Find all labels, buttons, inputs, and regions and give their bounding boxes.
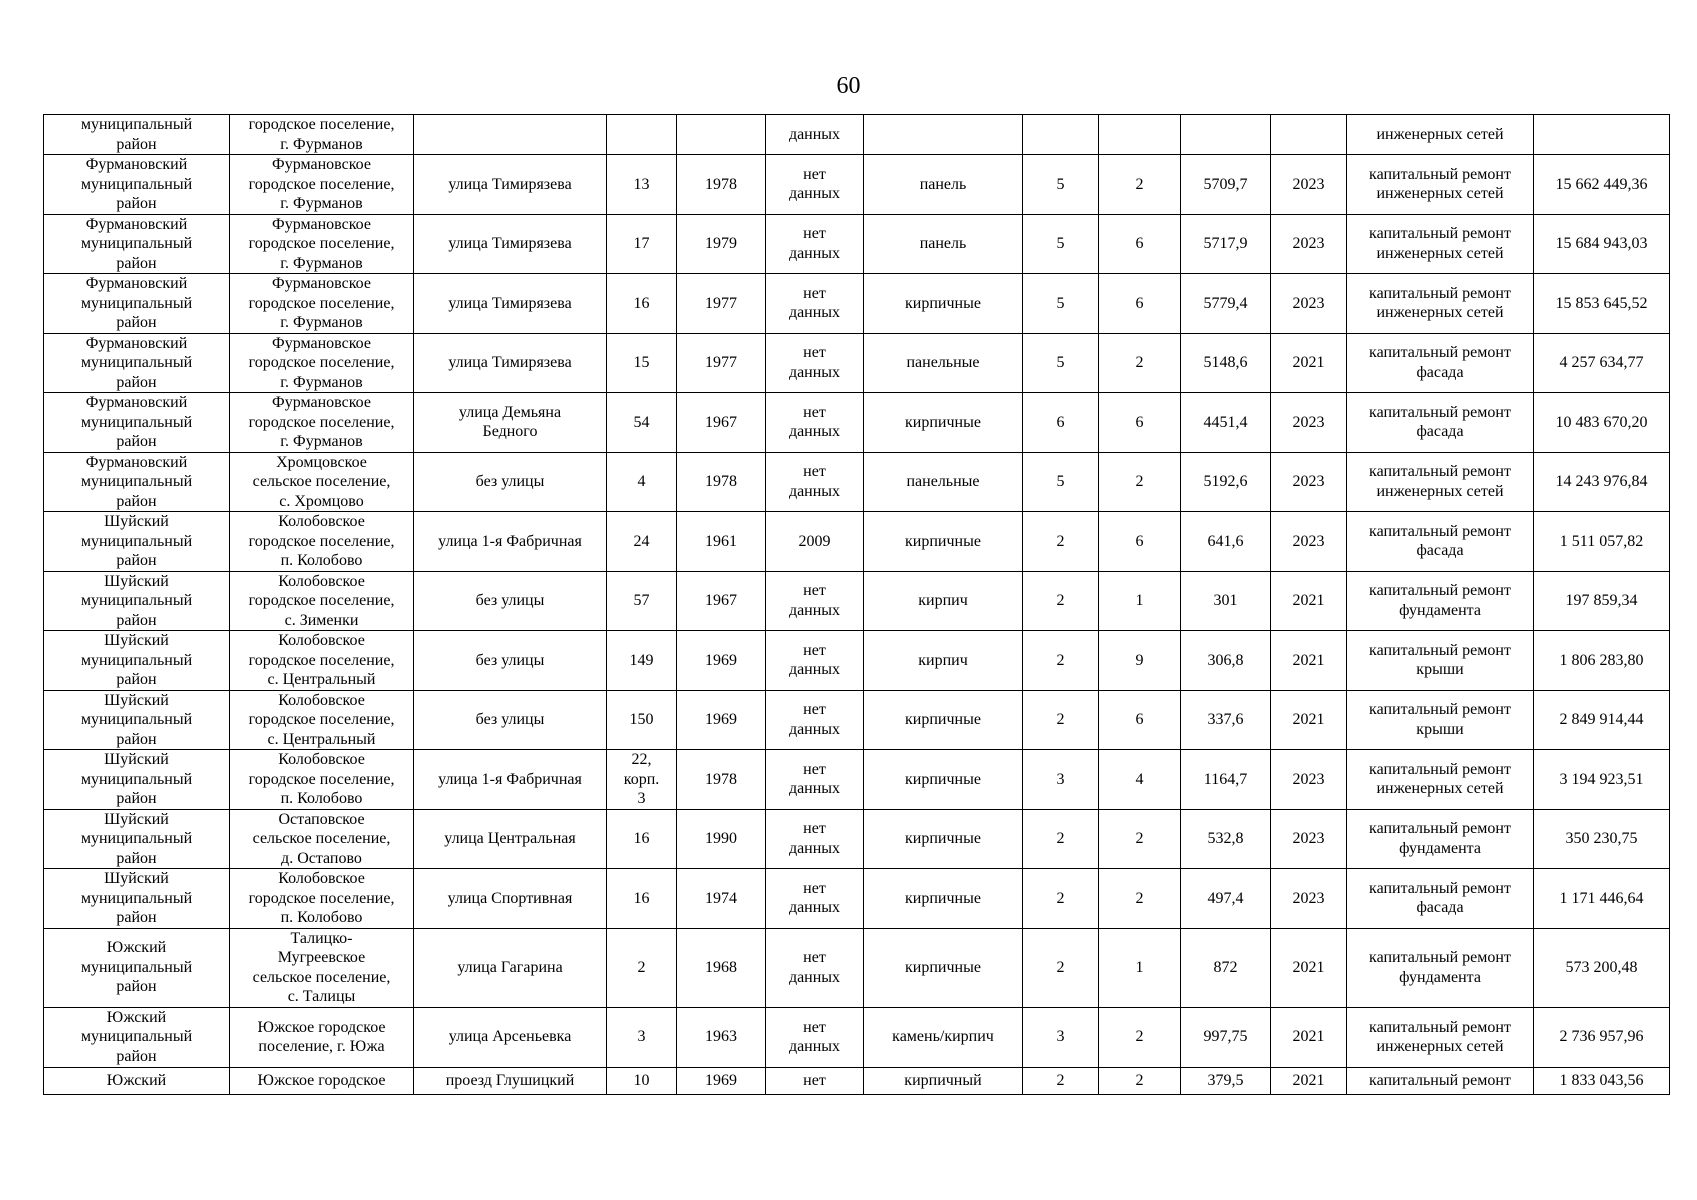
table-row — [44, 274, 1670, 334]
table-row — [44, 512, 1670, 572]
district-cell: Фурмановский муниципальный район — [44, 214, 230, 274]
floors-cell: 5 — [1023, 214, 1099, 274]
settlement-cell: Фурмановское городское поселение, г. Фурманов — [230, 333, 414, 393]
wall-material-cell: панель — [864, 214, 1023, 274]
year-repaired-cell: нет данных — [766, 631, 864, 691]
street-cell: улица Тимирязева — [414, 155, 607, 215]
wall-material-cell: кирпичные — [864, 274, 1023, 334]
floors-cell: 5 — [1023, 452, 1099, 512]
street-cell: проезд Глушицкий — [414, 1067, 607, 1094]
work-type-cell: капитальный ремонт инженерных сетей — [1347, 155, 1534, 215]
year-repaired-cell: нет данных — [766, 809, 864, 869]
house-number-cell: 22, корп. 3 — [607, 750, 677, 810]
work-type-cell: капитальный ремонт — [1347, 1067, 1534, 1094]
planned-year-cell: 2023 — [1271, 809, 1347, 869]
year-built-cell: 1963 — [677, 1007, 766, 1067]
cost-cell: 573 200,48 — [1534, 928, 1670, 1007]
table-row — [44, 214, 1670, 274]
wall-material-cell: кирпичные — [864, 750, 1023, 810]
entrances-cell: 6 — [1099, 512, 1181, 572]
wall-material-cell: кирпич — [864, 631, 1023, 691]
floors-cell: 5 — [1023, 274, 1099, 334]
area-cell: 872 — [1181, 928, 1271, 1007]
cost-cell: 197 859,34 — [1534, 571, 1670, 631]
cost-cell: 15 684 943,03 — [1534, 214, 1670, 274]
settlement-cell: Колобовское городское поселение, с. Центральный — [230, 690, 414, 750]
planned-year-cell: 2021 — [1271, 1007, 1347, 1067]
street-cell: без улицы — [414, 690, 607, 750]
settlement-cell: Хромцовское сельское поселение, с. Хромцово — [230, 452, 414, 512]
work-type-cell: капитальный ремонт фасада — [1347, 333, 1534, 393]
work-type-cell: капитальный ремонт фундамента — [1347, 928, 1534, 1007]
wall-material-cell: кирпичные — [864, 512, 1023, 572]
year-built-cell: 1967 — [677, 393, 766, 453]
year-built-cell: 1978 — [677, 155, 766, 215]
entrances-cell: 2 — [1099, 1007, 1181, 1067]
table-row — [44, 115, 1670, 155]
table-row — [44, 869, 1670, 929]
house-number-cell: 57 — [607, 571, 677, 631]
district-cell: Фурмановский муниципальный район — [44, 333, 230, 393]
area-cell: 5192,6 — [1181, 452, 1271, 512]
district-cell: Южский муниципальный район — [44, 928, 230, 1007]
floors-cell: 2 — [1023, 809, 1099, 869]
work-type-cell: капитальный ремонт фасада — [1347, 393, 1534, 453]
work-type-cell: капитальный ремонт фундамента — [1347, 571, 1534, 631]
floors-cell: 3 — [1023, 1007, 1099, 1067]
settlement-cell: Фурмановское городское поселение, г. Фурманов — [230, 155, 414, 215]
wall-material-cell: кирпичные — [864, 869, 1023, 929]
entrances-cell: 1 — [1099, 571, 1181, 631]
table-row — [44, 393, 1670, 453]
house-number-cell: 150 — [607, 690, 677, 750]
entrances-cell: 2 — [1099, 155, 1181, 215]
year-repaired-cell: нет данных — [766, 155, 864, 215]
area-cell: 532,8 — [1181, 809, 1271, 869]
cost-cell: 15 662 449,36 — [1534, 155, 1670, 215]
cost-cell: 1 806 283,80 — [1534, 631, 1670, 691]
cost-cell: 350 230,75 — [1534, 809, 1670, 869]
work-type-cell: капитальный ремонт крыши — [1347, 631, 1534, 691]
year-repaired-cell: нет данных — [766, 571, 864, 631]
area-cell: 5779,4 — [1181, 274, 1271, 334]
house-number-cell — [607, 115, 677, 155]
work-type-cell: капитальный ремонт фундамента — [1347, 809, 1534, 869]
floors-cell: 6 — [1023, 393, 1099, 453]
settlement-cell: Остаповское сельское поселение, д. Остапово — [230, 809, 414, 869]
floors-cell: 2 — [1023, 928, 1099, 1007]
year-built-cell: 1968 — [677, 928, 766, 1007]
work-type-cell: капитальный ремонт фасада — [1347, 512, 1534, 572]
street-cell: улица Спортивная — [414, 869, 607, 929]
planned-year-cell: 2023 — [1271, 869, 1347, 929]
table-row — [44, 1007, 1670, 1067]
floors-cell: 2 — [1023, 869, 1099, 929]
planned-year-cell: 2021 — [1271, 571, 1347, 631]
table-row — [44, 452, 1670, 512]
district-cell: Южский — [44, 1067, 230, 1094]
year-built-cell: 1978 — [677, 452, 766, 512]
planned-year-cell: 2021 — [1271, 690, 1347, 750]
house-number-cell: 16 — [607, 274, 677, 334]
area-cell: 337,6 — [1181, 690, 1271, 750]
planned-year-cell: 2023 — [1271, 512, 1347, 572]
house-number-cell: 10 — [607, 1067, 677, 1094]
street-cell: улица Гагарина — [414, 928, 607, 1007]
work-type-cell: капитальный ремонт инженерных сетей — [1347, 1007, 1534, 1067]
table-row — [44, 1067, 1670, 1094]
area-cell: 641,6 — [1181, 512, 1271, 572]
entrances-cell: 6 — [1099, 690, 1181, 750]
settlement-cell: Колобовское городское поселение, п. Колобово — [230, 512, 414, 572]
cost-cell — [1534, 115, 1670, 155]
year-repaired-cell: данных — [766, 115, 864, 155]
table-row — [44, 690, 1670, 750]
area-cell: 4451,4 — [1181, 393, 1271, 453]
wall-material-cell: кирпичные — [864, 809, 1023, 869]
work-type-cell: капитальный ремонт инженерных сетей — [1347, 214, 1534, 274]
wall-material-cell: панельные — [864, 452, 1023, 512]
table-row — [44, 928, 1670, 1007]
area-cell: 5717,9 — [1181, 214, 1271, 274]
settlement-cell: Колобовское городское поселение, п. Колобово — [230, 750, 414, 810]
area-cell — [1181, 115, 1271, 155]
entrances-cell — [1099, 115, 1181, 155]
district-cell: Фурмановский муниципальный район — [44, 393, 230, 453]
year-built-cell: 1974 — [677, 869, 766, 929]
cost-cell: 2 736 957,96 — [1534, 1007, 1670, 1067]
street-cell: улица Тимирязева — [414, 214, 607, 274]
year-built-cell: 1969 — [677, 690, 766, 750]
settlement-cell: Колобовское городское поселение, с. Зименки — [230, 571, 414, 631]
district-cell: Шуйский муниципальный район — [44, 690, 230, 750]
planned-year-cell: 2023 — [1271, 274, 1347, 334]
year-built-cell: 1961 — [677, 512, 766, 572]
area-cell: 5709,7 — [1181, 155, 1271, 215]
planned-year-cell: 2023 — [1271, 155, 1347, 215]
district-cell: Южский муниципальный район — [44, 1007, 230, 1067]
wall-material-cell: кирпич — [864, 571, 1023, 631]
year-built-cell: 1979 — [677, 214, 766, 274]
street-cell: улица Демьяна Бедного — [414, 393, 607, 453]
planned-year-cell: 2021 — [1271, 1067, 1347, 1094]
entrances-cell: 4 — [1099, 750, 1181, 810]
planned-year-cell: 2023 — [1271, 393, 1347, 453]
planned-year-cell: 2021 — [1271, 928, 1347, 1007]
planned-year-cell: 2021 — [1271, 333, 1347, 393]
year-repaired-cell: нет данных — [766, 690, 864, 750]
settlement-cell: Фурмановское городское поселение, г. Фурманов — [230, 393, 414, 453]
year-built-cell: 1977 — [677, 333, 766, 393]
table-row — [44, 750, 1670, 810]
year-repaired-cell: нет данных — [766, 393, 864, 453]
district-cell: муниципальный район — [44, 115, 230, 155]
wall-material-cell: кирпичный — [864, 1067, 1023, 1094]
floors-cell — [1023, 115, 1099, 155]
house-number-cell: 149 — [607, 631, 677, 691]
district-cell: Шуйский муниципальный район — [44, 809, 230, 869]
settlement-cell: Колобовское городское поселение, п. Колобово — [230, 869, 414, 929]
settlement-cell: Южское городское — [230, 1067, 414, 1094]
year-repaired-cell: нет данных — [766, 928, 864, 1007]
settlement-cell: Южское городское поселение, г. Южа — [230, 1007, 414, 1067]
wall-material-cell — [864, 115, 1023, 155]
work-type-cell: инженерных сетей — [1347, 115, 1534, 155]
work-type-cell: капитальный ремонт инженерных сетей — [1347, 274, 1534, 334]
district-cell: Шуйский муниципальный район — [44, 869, 230, 929]
street-cell: без улицы — [414, 571, 607, 631]
floors-cell: 2 — [1023, 690, 1099, 750]
table-row — [44, 809, 1670, 869]
work-type-cell: капитальный ремонт фасада — [1347, 869, 1534, 929]
table-row — [44, 155, 1670, 215]
house-number-cell: 3 — [607, 1007, 677, 1067]
area-cell: 1164,7 — [1181, 750, 1271, 810]
district-cell: Шуйский муниципальный район — [44, 750, 230, 810]
settlement-cell: городское поселение, г. Фурманов — [230, 115, 414, 155]
year-repaired-cell: нет данных — [766, 333, 864, 393]
year-built-cell — [677, 115, 766, 155]
street-cell: улица Тимирязева — [414, 333, 607, 393]
entrances-cell: 6 — [1099, 393, 1181, 453]
year-repaired-cell: нет данных — [766, 750, 864, 810]
cost-cell: 1 833 043,56 — [1534, 1067, 1670, 1094]
year-repaired-cell: нет данных — [766, 1007, 864, 1067]
page-number: 60 — [836, 73, 861, 99]
year-repaired-cell: нет данных — [766, 274, 864, 334]
cost-cell: 1 511 057,82 — [1534, 512, 1670, 572]
table-row — [44, 571, 1670, 631]
wall-material-cell: панельные — [864, 333, 1023, 393]
cost-cell: 15 853 645,52 — [1534, 274, 1670, 334]
house-number-cell: 15 — [607, 333, 677, 393]
table-row — [44, 631, 1670, 691]
street-cell: улица Центральная — [414, 809, 607, 869]
floors-cell: 2 — [1023, 1067, 1099, 1094]
work-type-cell: капитальный ремонт крыши — [1347, 690, 1534, 750]
entrances-cell: 2 — [1099, 1067, 1181, 1094]
wall-material-cell: кирпичные — [864, 690, 1023, 750]
street-cell: улица 1-я Фабричная — [414, 750, 607, 810]
floors-cell: 5 — [1023, 155, 1099, 215]
floors-cell: 2 — [1023, 631, 1099, 691]
settlement-cell: Талицко- Мугреевское сельское поселение, с. Талицы — [230, 928, 414, 1007]
street-cell: улица Арсеньевка — [414, 1007, 607, 1067]
settlement-cell: Фурмановское городское поселение, г. Фурманов — [230, 214, 414, 274]
district-cell: Шуйский муниципальный район — [44, 512, 230, 572]
floors-cell: 2 — [1023, 571, 1099, 631]
housing-registry-table — [43, 114, 1670, 1095]
table-row — [44, 333, 1670, 393]
year-repaired-cell: нет данных — [766, 452, 864, 512]
planned-year-cell: 2023 — [1271, 452, 1347, 512]
entrances-cell: 2 — [1099, 809, 1181, 869]
year-repaired-cell: нет — [766, 1067, 864, 1094]
house-number-cell: 2 — [607, 928, 677, 1007]
floors-cell: 5 — [1023, 333, 1099, 393]
wall-material-cell: камень/кирпич — [864, 1007, 1023, 1067]
area-cell: 497,4 — [1181, 869, 1271, 929]
cost-cell: 1 171 446,64 — [1534, 869, 1670, 929]
house-number-cell: 13 — [607, 155, 677, 215]
district-cell: Шуйский муниципальный район — [44, 571, 230, 631]
district-cell: Фурмановский муниципальный район — [44, 155, 230, 215]
settlement-cell: Фурмановское городское поселение, г. Фурманов — [230, 274, 414, 334]
floors-cell: 2 — [1023, 512, 1099, 572]
year-built-cell: 1967 — [677, 571, 766, 631]
street-cell — [414, 115, 607, 155]
entrances-cell: 2 — [1099, 869, 1181, 929]
cost-cell: 2 849 914,44 — [1534, 690, 1670, 750]
house-number-cell: 24 — [607, 512, 677, 572]
entrances-cell: 9 — [1099, 631, 1181, 691]
entrances-cell: 1 — [1099, 928, 1181, 1007]
wall-material-cell: панель — [864, 155, 1023, 215]
wall-material-cell: кирпичные — [864, 928, 1023, 1007]
planned-year-cell — [1271, 115, 1347, 155]
house-number-cell: 4 — [607, 452, 677, 512]
house-number-cell: 54 — [607, 393, 677, 453]
street-cell: улица Тимирязева — [414, 274, 607, 334]
year-repaired-cell: нет данных — [766, 214, 864, 274]
planned-year-cell: 2023 — [1271, 214, 1347, 274]
work-type-cell: капитальный ремонт инженерных сетей — [1347, 452, 1534, 512]
district-cell: Фурмановский муниципальный район — [44, 274, 230, 334]
table-body — [44, 115, 1670, 1095]
year-built-cell: 1969 — [677, 1067, 766, 1094]
house-number-cell: 16 — [607, 869, 677, 929]
house-number-cell: 17 — [607, 214, 677, 274]
area-cell: 5148,6 — [1181, 333, 1271, 393]
district-cell: Шуйский муниципальный район — [44, 631, 230, 691]
year-built-cell: 1977 — [677, 274, 766, 334]
year-repaired-cell: 2009 — [766, 512, 864, 572]
house-number-cell: 16 — [607, 809, 677, 869]
area-cell: 379,5 — [1181, 1067, 1271, 1094]
street-cell: улица 1-я Фабричная — [414, 512, 607, 572]
area-cell: 306,8 — [1181, 631, 1271, 691]
cost-cell: 3 194 923,51 — [1534, 750, 1670, 810]
planned-year-cell: 2021 — [1271, 631, 1347, 691]
district-cell: Фурмановский муниципальный район — [44, 452, 230, 512]
year-built-cell: 1990 — [677, 809, 766, 869]
area-cell: 301 — [1181, 571, 1271, 631]
work-type-cell: капитальный ремонт инженерных сетей — [1347, 750, 1534, 810]
year-repaired-cell: нет данных — [766, 869, 864, 929]
year-built-cell: 1978 — [677, 750, 766, 810]
cost-cell: 10 483 670,20 — [1534, 393, 1670, 453]
entrances-cell: 6 — [1099, 214, 1181, 274]
entrances-cell: 2 — [1099, 333, 1181, 393]
wall-material-cell: кирпичные — [864, 393, 1023, 453]
settlement-cell: Колобовское городское поселение, с. Центральный — [230, 631, 414, 691]
planned-year-cell: 2023 — [1271, 750, 1347, 810]
floors-cell: 3 — [1023, 750, 1099, 810]
street-cell: без улицы — [414, 631, 607, 691]
year-built-cell: 1969 — [677, 631, 766, 691]
cost-cell: 14 243 976,84 — [1534, 452, 1670, 512]
entrances-cell: 6 — [1099, 274, 1181, 334]
cost-cell: 4 257 634,77 — [1534, 333, 1670, 393]
entrances-cell: 2 — [1099, 452, 1181, 512]
street-cell: без улицы — [414, 452, 607, 512]
area-cell: 997,75 — [1181, 1007, 1271, 1067]
